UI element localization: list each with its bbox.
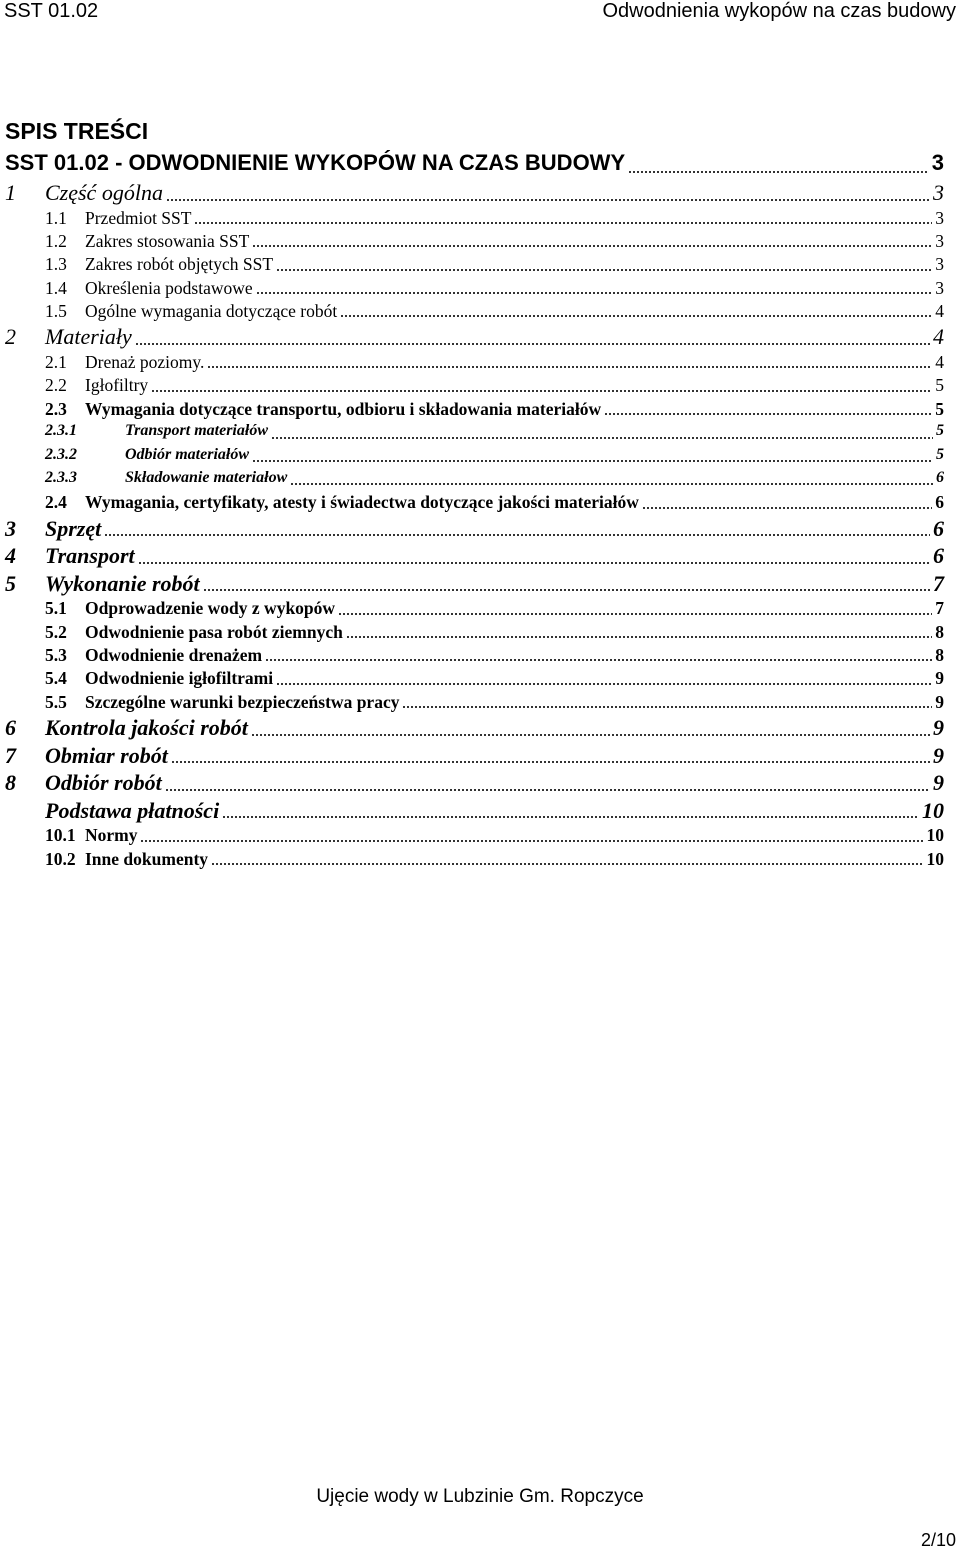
- toc-entry[interactable]: [0, 516, 944, 544]
- toc-entry-title: Igłofiltry: [85, 375, 149, 396]
- toc-entry-title: Odprowadzenie wody z wykopów: [85, 598, 336, 619]
- toc-entry[interactable]: [0, 825, 944, 848]
- toc-entry[interactable]: [0, 422, 944, 445]
- toc-entry-number: 5.5: [45, 691, 67, 712]
- toc-entry-number: 8: [5, 770, 16, 796]
- toc-entry-title: Odbiór robót: [45, 770, 162, 796]
- toc-entry-page: 7: [935, 598, 944, 619]
- toc-dot-leader: [140, 839, 923, 843]
- toc-entry-page: 6: [935, 492, 944, 513]
- toc-entry-page: 4: [933, 324, 944, 350]
- toc-entry-page: 5: [935, 398, 944, 419]
- toc-entry-page: 3: [935, 230, 944, 251]
- toc-entry-number: 5: [5, 570, 16, 596]
- toc-entry-number: 5.3: [45, 644, 67, 665]
- toc-entry-number: 3: [5, 515, 16, 541]
- toc-entry-page: 9: [933, 770, 944, 796]
- toc-entry[interactable]: [0, 324, 944, 352]
- toc-entry-page: 3: [933, 180, 944, 205]
- toc-entry-page: 9: [935, 691, 944, 712]
- toc-entry-number: 10.2: [45, 848, 76, 869]
- toc-entry[interactable]: [0, 571, 944, 599]
- toc-entry-title: Transport materiałów: [125, 422, 268, 440]
- toc-heading: SPIS TREŚCI: [5, 118, 149, 144]
- toc-entry[interactable]: [0, 375, 944, 398]
- toc-dot-leader: [290, 482, 933, 486]
- toc-entry-title: Wymagania dotyczące transportu, odbioru i składowania materiałów: [85, 398, 602, 419]
- toc-entry-title: Określenia podstawowe: [85, 277, 253, 298]
- toc-entry[interactable]: [0, 622, 944, 645]
- toc-entry-number: 2.1: [45, 351, 67, 372]
- page-header: [0, 0, 960, 26]
- toc-entry-title: Wymagania, certyfikaty, atesty i świadectwa dotyczące jakości materiałów: [85, 492, 639, 513]
- toc-dot-leader: [171, 760, 930, 764]
- header-doc-title: Odwodnienia wykopów na czas budowy: [602, 0, 956, 22]
- toc-entry-title: Odbiór materiałów: [125, 445, 250, 463]
- toc-entry-title: Składowanie materiałow: [125, 468, 288, 486]
- toc-entry-number: 6: [5, 715, 16, 741]
- toc-entry-title: Odwodnienie drenażem: [85, 644, 263, 665]
- toc-entry-number: 4: [5, 543, 16, 569]
- toc-entry-title: Szczególne warunki bezpieczeństwa pracy: [85, 691, 400, 712]
- toc-entry-title: Inne dokumenty: [85, 848, 209, 869]
- toc-entry-title: Podstawa płatności: [45, 797, 220, 823]
- toc-dot-leader: [276, 268, 932, 272]
- toc-entry[interactable]: [0, 715, 944, 743]
- toc-entry-number: 2.3.1: [45, 422, 77, 440]
- toc-entry-page: 6: [933, 515, 944, 541]
- toc-entry-title: Wykonanie robót: [45, 570, 200, 596]
- toc-entry[interactable]: [0, 301, 944, 324]
- toc-entry-title: Zakres stosowania SST: [85, 230, 250, 251]
- toc-entry-number: 1.1: [45, 207, 67, 228]
- toc-dot-leader: [265, 658, 932, 662]
- toc-entry-page: 5: [936, 445, 944, 463]
- toc-entry-page: 8: [935, 644, 944, 665]
- toc-dot-leader: [628, 170, 929, 174]
- toc-entry[interactable]: [0, 743, 944, 771]
- toc-entry[interactable]: [0, 150, 944, 180]
- toc-entry-number: 2.2: [45, 375, 67, 396]
- toc-entry[interactable]: [0, 668, 944, 691]
- toc-entry-page: 9: [933, 742, 944, 768]
- toc-dot-leader: [203, 588, 930, 592]
- toc-entry-number: 2.3: [45, 398, 67, 419]
- toc-entry-number: 2: [5, 324, 16, 350]
- toc-entry[interactable]: [0, 770, 944, 798]
- toc-entry-number: 2.4: [45, 492, 67, 513]
- toc-dot-leader: [402, 705, 932, 709]
- toc-entry-title: Transport: [45, 543, 135, 569]
- toc-entry[interactable]: [0, 692, 944, 715]
- toc-dot-leader: [642, 506, 932, 510]
- toc-dot-leader: [222, 815, 919, 819]
- toc-entry-title: Obmiar robót: [45, 742, 168, 768]
- toc-entry-number: 1.4: [45, 277, 67, 298]
- toc-entry[interactable]: [0, 492, 944, 515]
- toc-entry-page: 5: [935, 375, 944, 396]
- toc-dot-leader: [252, 244, 932, 248]
- toc-dot-leader: [251, 733, 930, 737]
- toc-entry-title: Sprzęt: [45, 515, 102, 541]
- toc-dot-leader: [604, 412, 932, 416]
- toc-entry[interactable]: [0, 399, 944, 422]
- toc-entry-page: 3: [935, 277, 944, 298]
- toc-dot-leader: [138, 561, 930, 565]
- toc-dot-leader: [166, 198, 930, 202]
- toc-entry[interactable]: [0, 849, 944, 872]
- toc-dot-leader: [165, 788, 930, 792]
- toc-dot-leader: [194, 221, 932, 225]
- toc-entry-page: 5: [936, 422, 944, 440]
- toc-entry-number: 2.3.3: [45, 468, 77, 486]
- toc-dot-leader: [135, 342, 930, 346]
- toc-entry-page: 9: [933, 715, 944, 741]
- toc-entry-number: 5.2: [45, 621, 67, 642]
- toc-entry[interactable]: [0, 543, 944, 571]
- toc-dot-leader: [207, 365, 932, 369]
- toc-entry-number: 7: [5, 742, 16, 768]
- table-of-contents: [0, 150, 944, 872]
- toc-entry-number: 1.2: [45, 230, 67, 251]
- toc-entry-number: 1: [5, 180, 16, 205]
- toc-dot-leader: [271, 436, 933, 440]
- toc-entry-title: Normy: [85, 825, 138, 846]
- toc-entry-number: 5.1: [45, 598, 67, 619]
- toc-entry[interactable]: [0, 798, 944, 826]
- toc-entry-page: 4: [935, 351, 944, 372]
- toc-entry-number: 5.4: [45, 668, 67, 689]
- toc-dot-leader: [252, 459, 933, 463]
- toc-entry-title: Ogólne wymagania dotyczące robót: [85, 301, 338, 322]
- toc-dot-leader: [211, 862, 923, 866]
- toc-entry-page: 6: [933, 543, 944, 569]
- header-doc-code: SST 01.02: [4, 0, 99, 22]
- toc-entry[interactable]: [0, 254, 944, 277]
- toc-entry-title: Odwodnienie igłofiltrami: [85, 668, 274, 689]
- toc-entry-page: 3: [931, 150, 944, 175]
- toc-dot-leader: [104, 533, 930, 537]
- toc-dot-leader: [340, 314, 932, 318]
- toc-entry-page: 8: [935, 621, 944, 642]
- toc-entry-title: Kontrola jakości robót: [45, 715, 248, 741]
- toc-entry-number: 1.3: [45, 254, 67, 275]
- toc-entry-page: 9: [935, 668, 944, 689]
- toc-entry-page: 7: [933, 570, 944, 596]
- page-footer: Ujęcie wody w Lubzinie Gm. Ropczyce: [316, 1486, 644, 1507]
- toc-entry-page: 3: [935, 254, 944, 275]
- toc-entry[interactable]: [0, 278, 944, 301]
- toc-entry-page: 10: [922, 797, 944, 823]
- toc-entry-number: 2.3.2: [45, 445, 77, 463]
- toc-dot-leader: [256, 291, 933, 295]
- toc-entry-page: 3: [935, 207, 944, 228]
- toc-entry[interactable]: [0, 598, 944, 621]
- toc-entry-title: Zakres robót objętych SST: [85, 254, 274, 275]
- toc-entry[interactable]: [0, 208, 944, 231]
- toc-entry-title: Odwodnienie pasa robót ziemnych: [85, 621, 343, 642]
- toc-entry-page: 10: [926, 848, 944, 869]
- toc-entry[interactable]: [0, 446, 944, 469]
- toc-entry[interactable]: [0, 469, 944, 492]
- toc-entry-number: 1.5: [45, 301, 67, 322]
- toc-entry-page: 4: [935, 301, 944, 322]
- toc-entry[interactable]: [0, 352, 944, 375]
- toc-dot-leader: [346, 635, 932, 639]
- toc-entry-title: Drenaż poziomy.: [85, 351, 205, 372]
- toc-entry[interactable]: [0, 645, 944, 668]
- toc-dot-leader: [276, 682, 932, 686]
- toc-entry-page: 6: [936, 468, 944, 486]
- toc-dot-leader: [338, 612, 932, 616]
- toc-entry-page: 10: [926, 825, 944, 846]
- toc-entry-title: Materiały: [45, 324, 132, 350]
- page-number: 2/10: [920, 1530, 956, 1550]
- toc-entry-title: Część ogólna: [45, 180, 163, 205]
- toc-entry-title: SST 01.02 - ODWODNIENIE WYKOPÓW NA CZAS BUDOWY: [5, 150, 626, 175]
- toc-entry-title: Przedmiot SST: [85, 207, 192, 228]
- toc-entry[interactable]: [0, 231, 944, 254]
- toc-dot-leader: [151, 389, 932, 393]
- toc-entry[interactable]: [0, 180, 944, 208]
- toc-entry-number: 10.1: [45, 825, 76, 846]
